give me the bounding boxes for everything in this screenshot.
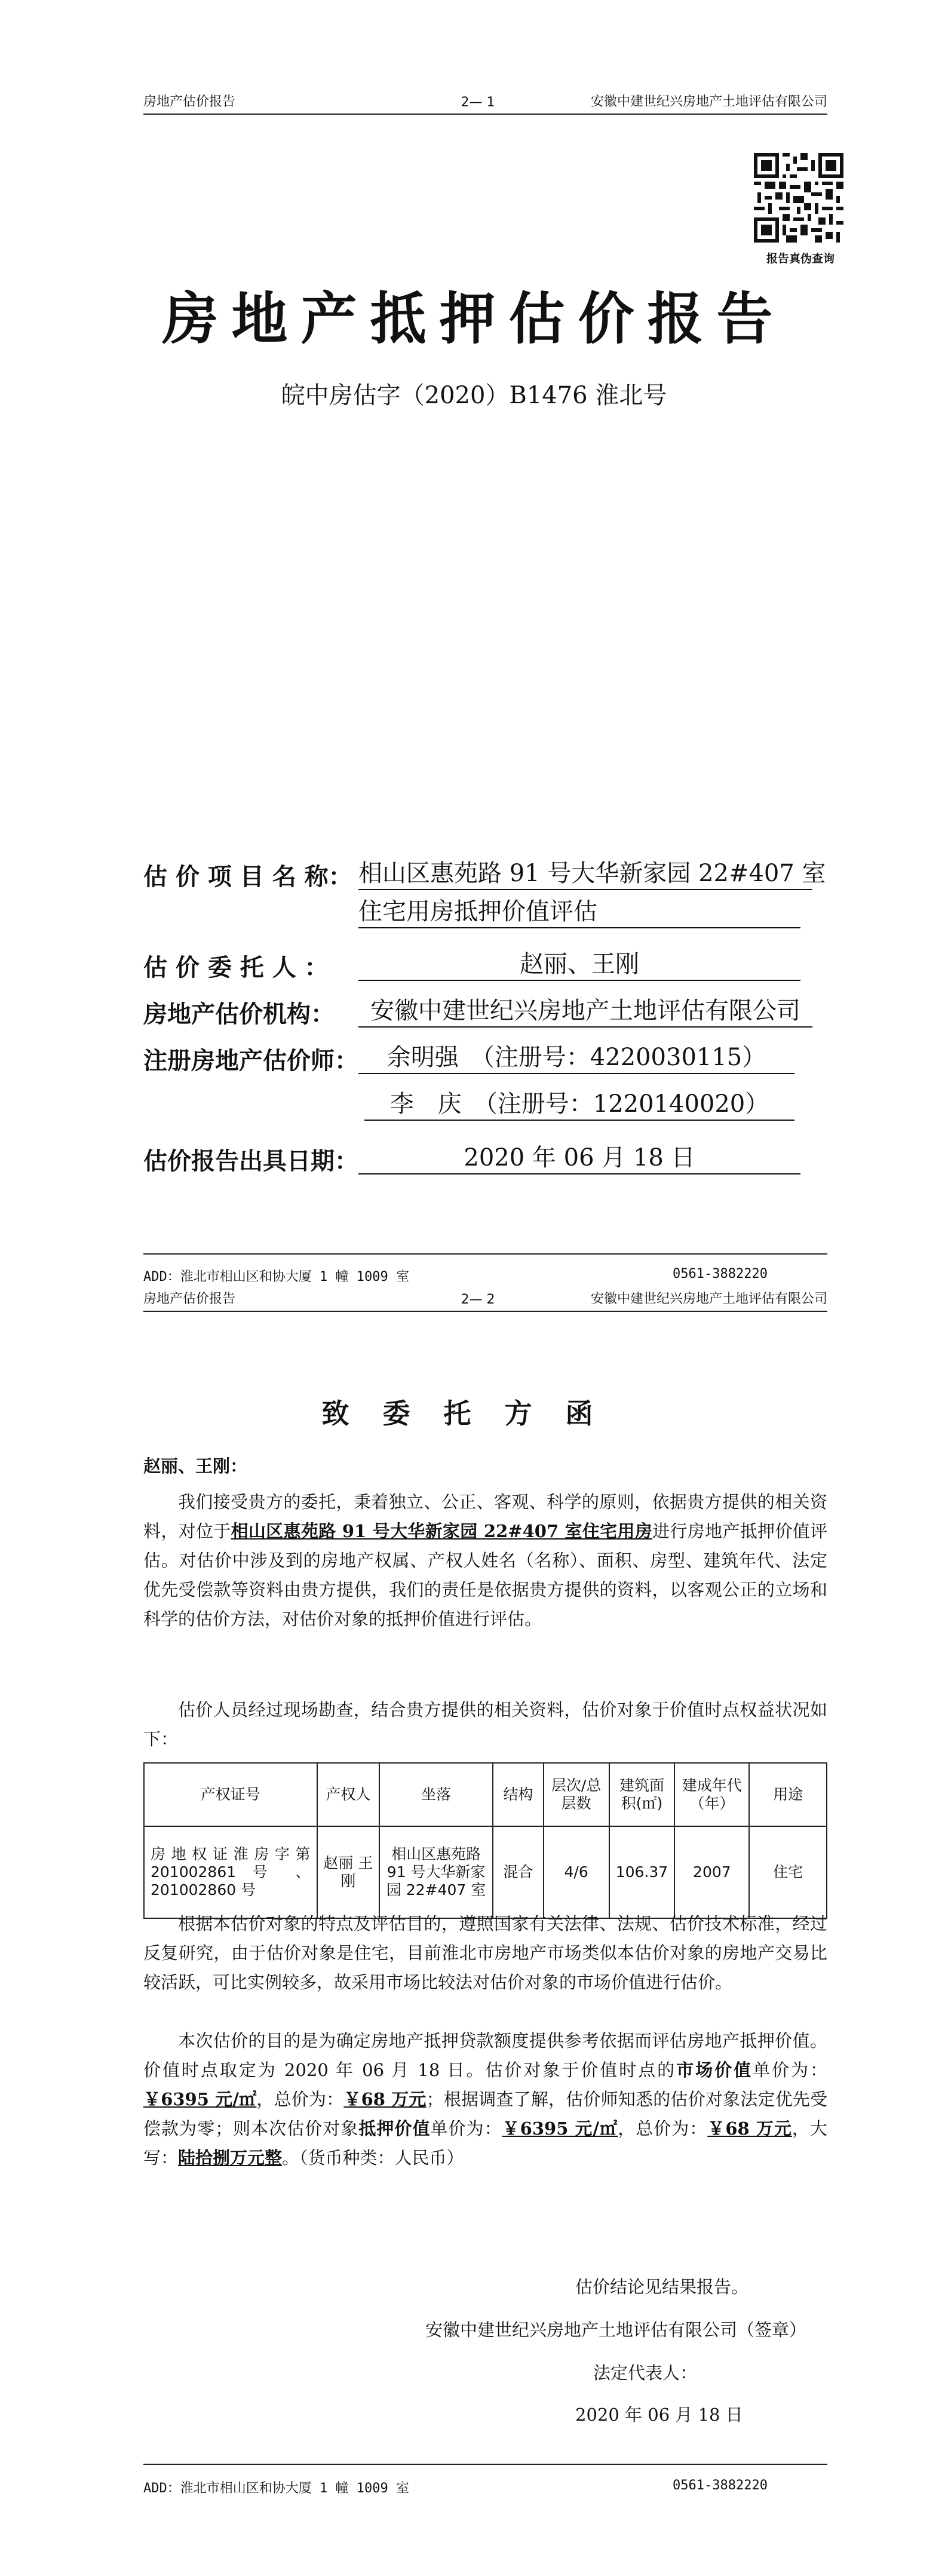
project-name-underline bbox=[358, 889, 812, 890]
header-doc-type: 房地产估价报告 bbox=[143, 94, 236, 109]
project-name-line1: 相山区惠苑路 91 号大华新家园 22#407 室 bbox=[358, 860, 826, 887]
letter-paragraph-4 bbox=[143, 2026, 827, 2173]
project-name-label: 估 价 项 目 名 称： bbox=[143, 863, 352, 891]
table-header: 结构 bbox=[493, 1763, 544, 1826]
p4-text-c: ，总价为： bbox=[256, 2089, 344, 2109]
p4-text-g: ，大写： bbox=[143, 2118, 827, 2168]
table-row bbox=[144, 1826, 827, 1918]
header-page-number: 2— 1 bbox=[461, 95, 495, 110]
report-number: 皖中房估字（2020）B1476 淮北号 bbox=[281, 382, 667, 409]
client-label: 估 价 委 托 人 ： bbox=[143, 953, 329, 982]
appraiser-row bbox=[143, 1042, 827, 1078]
report-date-label: 估价报告出具日期： bbox=[143, 1147, 358, 1175]
letter-paragraph-2: 估价人员经过现场勘查，结合贵方提供的相关资料，估价对象于价值时点权益状况如下： bbox=[143, 1700, 827, 1749]
table-header-row bbox=[144, 1763, 827, 1826]
market-total-price: ￥68 万元 bbox=[343, 2089, 427, 2109]
p4-text-d: ；根据调查了解，估价师知悉的估价对象法定优先受偿款为零；则本次估价对象 bbox=[143, 2089, 827, 2139]
letter-paragraph-3: 根据本估价对象的特点及评估目的，遵照国家有关法律、法规、估价技术标准，经过反复研究，由于估价对象是住宅，目前淮北市房地产市场类似本估价对象的房地产交易比较活跃，可比实例较多，故采用市场比较法对估价对象的市场价值进行估价。 bbox=[143, 1913, 827, 1992]
agency-label: 房地产估价机构： bbox=[143, 1000, 335, 1028]
p1-text-a: 我们接受贵方的委托，秉着独立、公正、客观、科学的原则，依据贵方提供的相关资料，对位于 bbox=[143, 1492, 827, 1541]
table-header: 建成年代（年） bbox=[674, 1763, 749, 1826]
mortgage-value-label: 抵押价值 bbox=[358, 2118, 431, 2139]
market-unit-price: ￥6395 元/㎡ bbox=[143, 2089, 257, 2109]
report-date-value: 2020 年 06 月 18 日 bbox=[358, 1142, 800, 1174]
report-date-row bbox=[143, 1142, 827, 1178]
appraiser-2: 李 庆 （注册号：1220140020） bbox=[364, 1088, 794, 1121]
header-doc-type: 房地产估价报告 bbox=[143, 1292, 236, 1307]
footer-address: ADD：淮北市相山区和协大厦 1 幢 1009 室 bbox=[143, 2481, 409, 2496]
table-cell-use: 住宅 bbox=[749, 1826, 827, 1918]
legal-representative: 法定代表人： bbox=[593, 2363, 698, 2383]
page-header-2 bbox=[143, 1290, 827, 1312]
p4-text-e: 单价为： bbox=[430, 2118, 502, 2139]
p4-text-b: 单价为： bbox=[753, 2060, 827, 2080]
page-footer-2 bbox=[143, 2478, 827, 2496]
p4-text-h: 。（货币种类：人民币） bbox=[282, 2148, 464, 2168]
footer-phone: 0561-3882220 bbox=[673, 1266, 768, 1281]
letter-paragraph-1 bbox=[143, 1488, 827, 1634]
p4-text-a: 本次估价的目的是为确定房地产抵押贷款额度提供参考依据而评估房地产抵押价值。价值时点取定为 2020 年 06 月 18 日。估价对象于价值时点的 bbox=[143, 2031, 827, 2080]
project-name-row bbox=[143, 858, 827, 894]
property-address: 相山区惠苑路 91 号大华新家园 22#407 室住宅用房 bbox=[231, 1521, 653, 1541]
header-company: 安徽中建世纪兴房地产土地评估有限公司 bbox=[590, 1292, 827, 1307]
agency-row bbox=[143, 995, 827, 1031]
footer-divider-2 bbox=[143, 2464, 827, 2465]
table-cell-area: 106.37 bbox=[609, 1826, 675, 1918]
qr-code-icon[interactable] bbox=[754, 153, 843, 243]
table-header: 产权证号 bbox=[144, 1763, 317, 1826]
table-cell-structure: 混合 bbox=[493, 1826, 544, 1918]
amount-in-words: 陆拾捌万元整 bbox=[178, 2148, 283, 2168]
signature-date: 2020 年 06 月 18 日 bbox=[575, 2405, 743, 2425]
footer-address: ADD：淮北市相山区和协大厦 1 幢 1009 室 bbox=[143, 1269, 409, 1284]
appraiser-row-2 bbox=[143, 1088, 827, 1124]
footer-phone: 0561-3882220 bbox=[673, 2478, 768, 2493]
report-title: 房地产抵押估价报告 bbox=[162, 286, 786, 352]
agency-value: 安徽中建世纪兴房地产土地评估有限公司 bbox=[358, 995, 812, 1028]
header-company: 安徽中建世纪兴房地产土地评估有限公司 bbox=[590, 94, 827, 109]
market-value-label: 市场价值 bbox=[676, 2060, 753, 2080]
table-header: 用途 bbox=[749, 1763, 827, 1826]
table-cell-cert: 房地权证淮房字第 201002861 号 、201002860 号 bbox=[144, 1826, 317, 1918]
company-signature: 安徽中建世纪兴房地产土地评估有限公司（签章） bbox=[425, 2320, 807, 2340]
header-page-number: 2— 2 bbox=[461, 1292, 495, 1307]
project-name-line2: 住宅用房抵押价值评估 bbox=[358, 896, 800, 928]
letter-title: 致委托方函 bbox=[321, 1397, 627, 1430]
table-cell-floor: 4/6 bbox=[544, 1826, 609, 1918]
table-cell-year: 2007 bbox=[674, 1826, 749, 1918]
letter-salutation: 赵丽、王刚： bbox=[143, 1456, 248, 1476]
mortgage-unit-price: ￥6395 元/㎡ bbox=[502, 2118, 618, 2139]
appraiser-label: 注册房地产估价师： bbox=[143, 1047, 358, 1075]
table-header: 坐落 bbox=[379, 1763, 493, 1826]
p4-text-f: ，总价为： bbox=[618, 2118, 708, 2139]
property-table bbox=[143, 1762, 827, 1919]
client-row bbox=[143, 949, 827, 985]
table-header: 产权人 bbox=[317, 1763, 380, 1826]
mortgage-total-price: ￥68 万元 bbox=[707, 2118, 792, 2139]
p1-text-c: 进行房地产抵押价值评估。对估价中涉及到的房地产权属、产权人姓名（名称）、面积、房型、建筑年代、法定优先受偿款等资料由贵方提供，我们的责任是依据贵方提供的资料，以客观公正的立场和科学的估价方法，对估价对象的抵押价值进行评估。 bbox=[143, 1521, 827, 1629]
project-name-row-2 bbox=[143, 896, 827, 932]
table-cell-location: 相山区惠苑路 91 号大华新家园 22#407 室 bbox=[379, 1826, 493, 1918]
footer-divider bbox=[143, 1253, 827, 1255]
page-header bbox=[143, 93, 827, 115]
qr-caption: 报告真伪查询 bbox=[766, 252, 835, 265]
closing-note: 估价结论见结果报告。 bbox=[575, 2277, 749, 2297]
table-header: 建筑面积(㎡) bbox=[609, 1763, 675, 1826]
table-header: 层次/总层数 bbox=[544, 1763, 609, 1826]
appraiser-1: 余明强 （注册号：4220030115） bbox=[358, 1042, 794, 1074]
client-value: 赵丽、王刚 bbox=[358, 949, 800, 981]
table-cell-owner: 赵丽 王刚 bbox=[317, 1826, 380, 1918]
page-footer bbox=[143, 1266, 827, 1284]
